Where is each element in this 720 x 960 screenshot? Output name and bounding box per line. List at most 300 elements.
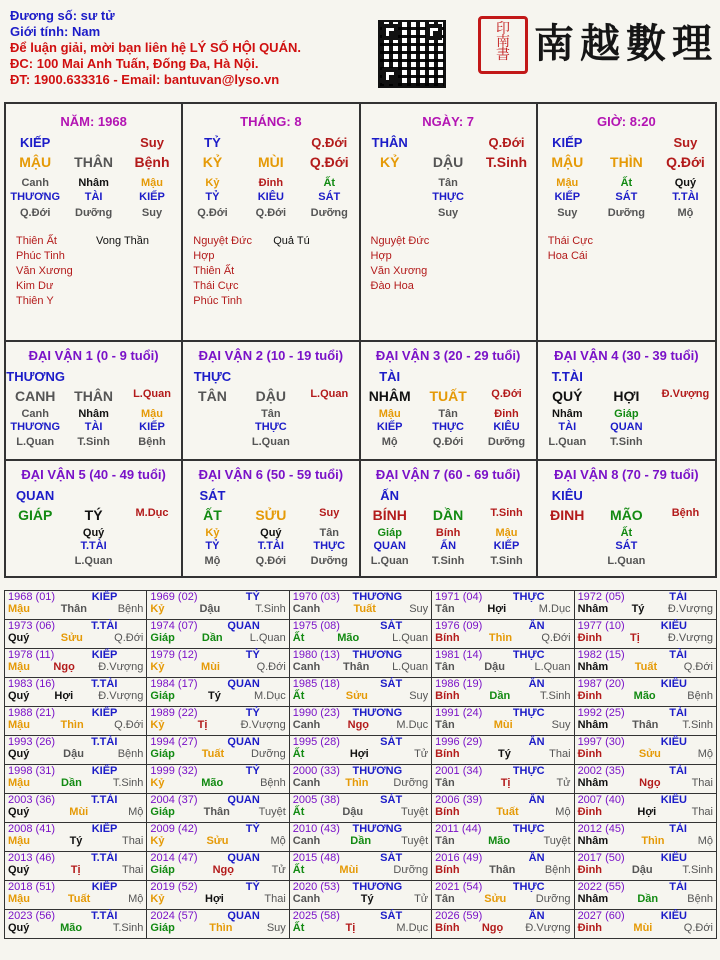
year-stage: M.Dục [538,603,571,615]
year-stage: Đ.Vượng [240,719,286,731]
year-branch: Tị [70,864,81,876]
year-bottom [578,806,713,818]
dai-van-god-row [6,369,181,384]
year-bottom [578,835,713,847]
year-stem: Canh [292,719,321,731]
hidden-stem-stage: Dưỡng [607,207,645,219]
year-god: QUAN [227,736,260,748]
year-stage: Suy [551,719,571,731]
year-row [5,736,717,765]
year-god: THƯƠNG [352,881,403,893]
pillar-god-row [361,135,536,150]
year-bottom [8,603,143,615]
year-cell[interactable] [432,649,574,678]
year-god: SÁT [380,678,403,690]
year-bottom [435,777,570,789]
year-stage: M.Dục [254,690,286,702]
year-cell[interactable] [289,591,431,620]
year-cell[interactable] [289,881,431,910]
year-cell[interactable] [289,649,431,678]
year-cell[interactable] [574,736,716,765]
year-bottom [150,893,285,905]
year-branch: Mùi [339,864,359,876]
hidden-stems [538,176,715,220]
year-god: KIÊU [660,794,687,806]
hidden-stem-stage: T.Sinh [431,555,465,567]
hidden-stem-name: Ất [620,177,633,189]
heavenly-stem: BÍNH [372,507,407,523]
dai-van-god-row [183,488,358,503]
year-cell[interactable] [289,910,431,939]
year-branch: Thìn [641,835,665,847]
hidden-stem-stage: Q.Đới [255,207,287,219]
qr-code-icon[interactable] [378,20,446,88]
year-stage: Thai [691,806,713,818]
year-label: 2009 (42) [150,823,198,835]
year-cell[interactable] [147,620,289,649]
stars-list [193,234,358,309]
hidden-stem-stage: Dưỡng [310,207,348,219]
pillar-stage-top: Suy [673,135,698,150]
year-bottom [150,632,285,644]
spacer [123,369,181,384]
hidden-stem [597,176,655,220]
life-stage: M.Dục [135,507,169,519]
year-cell[interactable] [432,620,574,649]
year-cell[interactable] [432,765,574,794]
year-god: T.TÀI [91,620,118,632]
spacer [242,369,300,384]
year-stem: Canh [292,777,321,789]
dai-van-cell [6,461,183,576]
year-branch: Ngọ [53,661,75,673]
year-label: 2010 (43) [292,823,340,835]
hidden-stem [300,408,358,449]
year-stage: T.Sinh [112,922,144,934]
year-cell[interactable] [5,678,147,707]
dai-van-stem-branch [361,507,536,523]
year-cell[interactable] [5,765,147,794]
dai-van-cell [538,342,715,461]
year-god: ẤN [528,620,545,632]
year-stem: Tân [435,835,455,847]
life-stage: Q.Đới [491,388,522,400]
hidden-stem-stage: L.Quan [16,436,55,448]
year-bottom [578,864,713,876]
yearly-table [4,590,717,939]
earthly-branch: MÃO [610,507,643,523]
stars-col-bad [273,234,353,309]
hidden-stem-god: SÁT [318,191,341,203]
year-label: 2023 (56) [8,910,56,922]
year-bottom [150,748,285,760]
hidden-stem-stage: Suy [141,207,163,219]
year-cell[interactable] [289,852,431,881]
year-stem: Nhâm [577,893,609,905]
dai-van-title: ĐẠI VẬN 8 (70 - 79 tuổi) [554,467,699,482]
year-cell[interactable] [574,620,716,649]
year-stem: Giáp [150,864,175,876]
year-cell[interactable] [432,794,574,823]
pillar-god-row [6,135,181,150]
year-branch: Hợi [487,603,507,615]
heavenly-stem: TÂN [198,388,227,404]
year-label: 1997 (30) [577,736,625,748]
year-cell[interactable] [574,591,716,620]
stars-list [371,234,536,294]
life-stage: Bệnh [134,154,170,170]
year-bottom [8,893,143,905]
year-branch: Tị [197,719,208,731]
year-top [8,852,143,864]
hidden-stem-god: THƯƠNG [10,191,61,203]
year-top [578,649,713,661]
ten-god: THỰC [193,369,232,384]
hidden-stem-stage: L.Quan [607,555,646,567]
year-cell[interactable] [5,736,147,765]
year-god: ẤN [528,910,545,922]
year-top [435,823,570,835]
year-top [150,707,285,719]
year-stem: Giáp [150,632,175,644]
year-label: 1976 (09) [435,620,483,632]
year-stage: Suy [266,922,286,934]
year-cell[interactable] [432,736,574,765]
pillar-stage-top: Q.Đới [311,135,348,150]
hidden-stems [538,527,715,568]
year-god: SÁT [380,852,403,864]
year-cell[interactable] [432,707,574,736]
dai-van-stem-branch [361,388,536,404]
year-cell[interactable] [147,823,289,852]
hidden-stem-god: TỶ [205,540,220,552]
year-cell[interactable] [147,852,289,881]
year-cell[interactable] [147,736,289,765]
year-god: TÀI [669,591,687,603]
year-stage: Suy [409,690,429,702]
hidden-stem-name: Nhâm [78,177,109,189]
hidden-stem-name: Mậu [378,408,401,420]
year-label: 2026 (59) [435,910,483,922]
year-cell[interactable] [432,823,574,852]
earthly-branch: DẬU [432,154,464,170]
year-cell[interactable] [147,591,289,620]
year-god: KIẾP [91,823,118,835]
year-cell[interactable] [289,707,431,736]
year-cell[interactable] [5,707,147,736]
earthly-branch: THÂN [74,388,114,404]
year-cell[interactable] [574,823,716,852]
hidden-stem-god: QUAN [373,540,406,552]
year-cell[interactable] [289,620,431,649]
year-bottom [293,603,428,615]
year-god: ẤN [528,852,545,864]
year-stage: Q.Đới [114,719,144,731]
year-cell[interactable] [574,707,716,736]
year-stage: Thai [121,835,144,847]
year-god: KIÊU [660,852,687,864]
year-label: 1973 (06) [8,620,56,632]
year-stage: M.Dục [396,922,429,934]
earthly-branch: THÂN [74,154,114,170]
year-top [8,765,143,777]
year-top [8,881,143,893]
year-top [578,823,713,835]
year-top [435,765,570,777]
year-branch: Mùi [633,922,653,934]
dai-van-god-row [6,488,181,503]
year-cell[interactable] [574,765,716,794]
year-stage: Tuyệt [258,806,286,818]
year-stem: Kỷ [150,835,165,847]
spacer [656,488,714,503]
year-stage: Thai [121,864,144,876]
year-cell[interactable] [147,881,289,910]
dai-van-cell [183,342,360,461]
year-cell[interactable] [432,852,574,881]
year-cell[interactable] [574,910,716,939]
year-stage: Bệnh [544,864,571,876]
dai-van-god-row [361,488,536,503]
year-cell[interactable] [147,649,289,678]
year-god: THƯƠNG [352,823,403,835]
year-god: THỰC [512,765,545,777]
year-god: THỰC [512,591,545,603]
year-cell[interactable] [5,852,147,881]
year-stage: Q.Đới [541,632,571,644]
year-stage: Q.Đới [114,632,144,644]
year-god: TỶ [245,765,260,777]
heavenly-stem: ẤT [203,507,222,523]
hidden-stem-name: Ất [323,177,336,189]
life-stage: Q.Đới [309,154,349,170]
year-top [435,852,570,864]
hidden-stem-god: KIẾP [554,191,581,203]
year-top [578,910,713,922]
year-top [8,678,143,690]
contact-line: Để luận giải, mời bạn liên hệ LÝ SỐ HỘI QUÁN. [10,40,301,55]
hidden-stem-god: T.TÀI [672,191,699,203]
dai-van-cell [6,342,183,461]
year-branch: Tý [497,748,511,760]
year-cell[interactable] [574,852,716,881]
year-stem: Canh [292,893,321,905]
year-cell[interactable] [574,794,716,823]
year-stem: Kỷ [150,603,165,615]
year-stem: Đinh [577,806,603,818]
year-cell[interactable] [147,910,289,939]
dai-van-title: ĐẠI VẬN 3 (20 - 29 tuổi) [375,348,521,363]
year-label: 2018 (51) [8,881,56,893]
year-label: 2002 (35) [577,765,625,777]
year-stem: Bính [435,806,460,818]
hidden-stem-god: SÁT [615,540,638,552]
year-stem: Giáp [150,922,175,934]
hidden-stem [478,408,536,449]
year-branch: Hợi [637,806,657,818]
year-bottom [435,719,570,731]
hidden-stem-god: KIẾP [376,421,403,433]
year-god: ẤN [528,678,545,690]
spacer [419,488,477,503]
year-cell[interactable] [147,794,289,823]
hidden-stem-stage: T.Sinh [610,436,643,448]
year-bottom [8,777,143,789]
year-bottom [578,632,713,644]
year-branch: Thìn [345,777,369,789]
pillar-god-row [538,135,715,150]
year-god: T.TÀI [91,910,118,922]
year-god: SÁT [380,736,403,748]
year-stem: Canh [292,835,321,847]
ten-god: THÂN [371,135,408,150]
year-god: QUAN [227,678,260,690]
hidden-stem [538,176,596,220]
year-top [8,649,143,661]
spacer [65,488,123,503]
hidden-stem [184,408,242,449]
year-cell[interactable] [5,591,147,620]
year-stem: Quý [8,748,30,760]
hidden-stem [6,408,64,449]
year-bottom [578,893,713,905]
year-label: 1968 (01) [8,591,56,603]
year-top [293,678,428,690]
year-bottom [293,777,428,789]
dai-van-stem-branch [538,388,715,404]
hidden-stems [6,408,181,449]
year-cell[interactable] [147,765,289,794]
year-cell[interactable] [5,649,147,678]
spacer [597,135,655,150]
year-cell[interactable] [5,823,147,852]
year-row [5,678,717,707]
year-cell[interactable] [5,910,147,939]
dai-van-stem-branch [183,507,358,523]
year-stem: Đinh [577,690,603,702]
hidden-stem-god: KIÊU [257,191,284,203]
year-stem: Tân [435,893,455,905]
year-cell[interactable] [574,881,716,910]
spacer [419,135,477,150]
year-cell[interactable] [5,620,147,649]
year-god: KIÊU [660,910,687,922]
year-stage: Tử [271,864,286,876]
year-label: 1983 (16) [8,678,56,690]
year-stage: L.Quan [392,632,429,644]
year-god: THƯƠNG [352,649,403,661]
year-bottom [150,806,285,818]
year-bottom [578,719,713,731]
year-top [293,620,428,632]
year-branch: Tý [69,835,83,847]
hidden-stem-name: Quý [82,527,105,539]
year-god: QUAN [227,620,260,632]
hidden-stem [300,176,358,220]
ten-god: QUAN [16,488,55,503]
year-branch: Hợi [349,748,369,760]
year-cell[interactable] [5,881,147,910]
year-branch: Thân [343,661,370,673]
year-cell[interactable] [147,678,289,707]
year-cell[interactable] [432,678,574,707]
year-bottom [293,922,428,934]
heavenly-stem: KỶ [202,154,223,170]
year-branch: Sửu [638,748,661,760]
year-branch: Dậu [484,661,505,673]
year-stage: Mộ [270,835,286,847]
year-top [578,765,713,777]
year-label: 1974 (07) [150,620,198,632]
hidden-stem-name: Nhâm [78,408,109,420]
year-cell[interactable] [432,910,574,939]
life-stage: T.Sinh [485,154,528,170]
year-cell[interactable] [5,794,147,823]
year-stage: Tử [414,748,429,760]
spacer [419,369,477,384]
year-label: 2004 (37) [150,794,198,806]
hidden-stem [361,408,419,449]
year-label: 2019 (52) [150,881,198,893]
year-cell[interactable] [289,736,431,765]
year-cell[interactable] [289,765,431,794]
stars-col-good [193,234,273,309]
hidden-stem-stage: Mộ [381,436,398,448]
year-cell[interactable] [289,794,431,823]
year-cell[interactable] [574,649,716,678]
year-label: 2005 (38) [292,794,340,806]
year-label: 2008 (41) [8,823,56,835]
year-branch: Mùi [493,719,513,731]
year-row [5,794,717,823]
life-stage: L.Quan [310,388,349,400]
hidden-stem-name: Nhâm [552,408,583,420]
year-row [5,852,717,881]
year-label: 1977 (10) [577,620,625,632]
year-cell[interactable] [574,678,716,707]
year-cell[interactable] [147,707,289,736]
year-bottom [435,835,570,847]
year-stage: T.Sinh [255,603,286,615]
year-god: TÀI [669,765,687,777]
year-cell[interactable] [289,678,431,707]
year-branch: Tuất [67,893,91,905]
ten-god: KIÊU [551,488,583,503]
year-stage: Suy [409,603,429,615]
year-branch: Mùi [69,806,89,818]
year-cell[interactable] [432,591,574,620]
hidden-stem-god: KIẾP [139,191,165,203]
year-stem: Ất [292,632,305,644]
year-cell[interactable] [432,881,574,910]
year-label: 1988 (21) [8,707,56,719]
year-top [150,765,285,777]
year-stem: Ất [292,864,305,876]
year-label: 1995 (28) [292,736,340,748]
year-label: 1970 (03) [292,591,340,603]
year-cell[interactable] [289,823,431,852]
year-stem: Đinh [577,922,603,934]
year-branch: Dần [61,777,82,789]
pillar-cell [361,104,538,342]
year-branch: Sửu [484,893,507,905]
year-label: 2007 (40) [577,794,625,806]
year-label: 2024 (57) [150,910,198,922]
heavenly-stem: KỶ [379,154,400,170]
year-stage: Đ.Vượng [98,690,144,702]
hidden-stems [183,176,358,220]
stars-list [548,234,715,264]
